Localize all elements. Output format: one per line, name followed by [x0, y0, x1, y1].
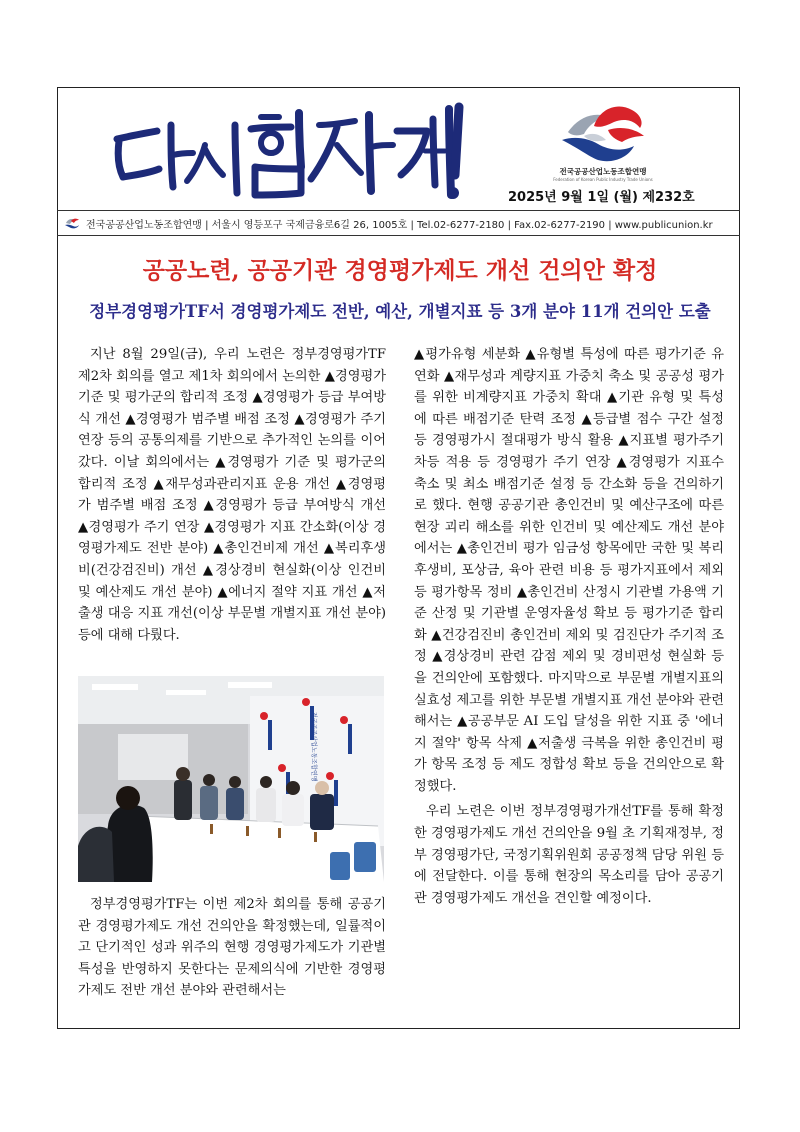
contact-bar [64, 214, 734, 232]
photo-banner-text: 전국공공산업노동조합연맹 [310, 712, 317, 782]
article-paragraph: 정부경영평가TF는 이번 제2차 회의를 통해 공공기관 경영평가제도 개선 건의안을 확정했는데, 일률적이고 단기적인 성과 위주의 현행 경영평가제도가 기관별 특성을 반영하지 못한다는 문제의식에 기반한 경영평가제도 전반 개선 분야와 관련해서는 [78, 897, 386, 999]
article-paragraph: 우리 노련은 이번 정부경영평가개선TF를 통해 확정한 경영평가제도 개선 건의안을 9월 초 기획재정부, 정부 경영평가단, 국정기획위원회 공공정책 담당 위원 등에 전달한다. 이를 통해 현장의 목소리를 담아 공공기관 경영평가제도 개선을 견인할 예정이다. [414, 804, 724, 906]
logo-org-name: 전국공공산업노동조합연맹 [559, 167, 647, 176]
issue-date: 2025년 9월 1일 (월) 제232호 [508, 190, 695, 205]
article-headline: 공공노련, 공공기관 경영평가제도 개선 건의안 확정 [142, 257, 658, 284]
article-subheadline: 정부경영평가TF서 경영평가제도 전반, 예산, 개별지표 등 3개 분야 11개 건의안 도출 [89, 302, 711, 321]
article-column-left-bottom [78, 894, 386, 1002]
masthead-divider [57, 210, 740, 211]
article-paragraph: 지난 8월 29일(금), 우리 노련은 정부경영평가TF 제2차 회의를 열고 제1차 회의에서 논의한 ▲경영평가 기준 및 평가군의 합리적 조정 ▲경영평가 등급 부여방식 개선 ▲경영평가 범주별 배점 조정 ▲경영평가 주기 연장 등의 공통의제를 기반으로 추가적인 논의를 이어갔다. 이날 회의에서는 ▲경영평가 기준 및 평가군의 합리적 조정 ▲재무성과관리지표 운용 개선 ▲경영평가 범주별 배점 조정 ▲경영평가 등급 부여방식 개선 ▲경영평가 주기 연장 ▲경영평가 지표 간소화(이상 경영평가제도 전반 분야) ▲총인건비제 개선 ▲복리후생비(건강검진비) 개선 ▲경상경비 현실화(이상 인건비 및 예산제도 개선 분야) ▲에너지 절약 지표 개선 ▲저출생 대응 지표 개선(이상 부문별 개별지표 개선 분야) 등에 대해 다뤘다. [78, 347, 386, 643]
article-column-right [414, 344, 724, 909]
union-mini-logo-icon [64, 217, 80, 229]
masthead-title-calligraphy [105, 95, 465, 207]
meeting-photo [78, 676, 384, 882]
contact-divider [57, 235, 740, 236]
article-paragraph: ▲평가유형 세분화 ▲유형별 특성에 따른 평가기준 유연화 ▲재무성과 계량지표 가중치 축소 및 공공성 평가를 위한 비계량지표 가중치 확대 ▲기관 유형 및 특성에 따른 배점기준 탄력 조정 ▲등급별 점수 구간 설정 등 경영평가시 절대평가 방식 활용 ▲지표별 평가주기 차등 적용 등 경영평가 주기 연장 ▲경영평가 지표수 축소 및 최소 배점기준 설정 등 간소화 등을 건의하기로 했다. 현행 공공기관 총인건비 및 예산구조에 따른 현장 괴리 해소를 위한 인건비 및 예산제도 개선 분야에서는 ▲총인건비 평가 임금성 항목에만 국한 및 복리후생비, 포상금, 육아 관련 비용 등 평가지표에서 제외 등 평가항목 정비 ▲총인건비 산정시 기관별 가용액 기준 산정 및 기관별 운영자율성 확보 등 평가기준 합리화 ▲건강검진비 총인건비 제외 및 검진단가 주기적 조정 ▲경상경비 관련 감점 제외 및 경비편성 현실화 등을 건의안에 포함했다. 마지막으로 부문별 개별지표의 실효성 제고를 위한 부문별 개별지표 개선 분야와 관련해서는 ▲공공부문 AI 도입 달성을 위한 지표 중 '에너지 절약' 항목 삭제 ▲저출생 극복을 위한 총인건비 평가 항목 조정 등 제도 정합성 확보 등을 건의안으로 확정했다. [414, 347, 724, 794]
article-column-left-top [78, 344, 386, 646]
logo-org-name-en: Federation of Korean Public Industry Trade Unions [553, 177, 653, 182]
union-logo [548, 96, 658, 166]
contact-line: 전국공공산업노동조합연맹 | 서울시 영등포구 국제금융로6길 26, 1005호 | Tel.02-6277-2180 | Fax.02-6277-2190 | www.publicunion.kr [86, 219, 713, 231]
